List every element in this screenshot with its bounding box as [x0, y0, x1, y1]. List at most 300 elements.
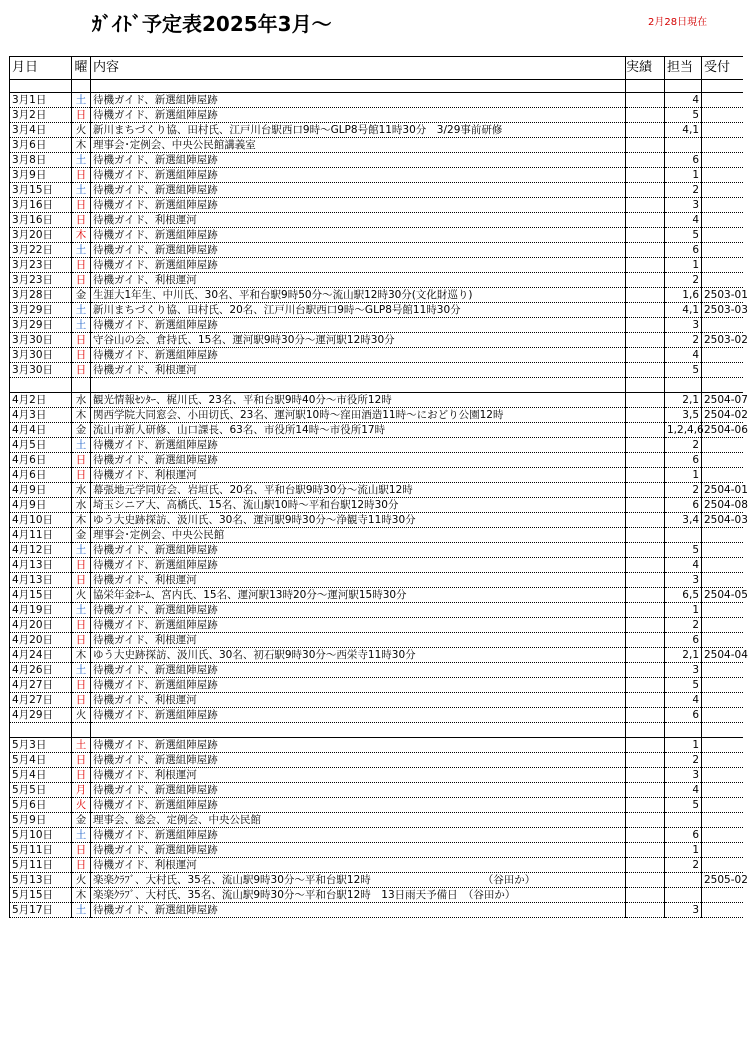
col-header-dow: 曜 [72, 57, 91, 80]
received-cell [702, 738, 743, 753]
staff-cell: 5 [665, 678, 702, 693]
content-text: 協栄年金ﾎｰﾑ、宮内氏、15名、運河駅13時20分～運河駅15時30分 [93, 589, 407, 601]
received-cell [702, 543, 743, 558]
content-cell [91, 753, 626, 768]
record-cell [626, 528, 665, 543]
staff-cell: 5 [665, 798, 702, 813]
date-cell: 4月2日 [10, 393, 72, 408]
received-cell [702, 213, 743, 228]
content-cell [91, 573, 626, 588]
content-text: ゆう大史跡探訪、汲川氏、30名、初石駅9時30分～西栄寺11時30分 [93, 649, 416, 661]
content-cell [91, 603, 626, 618]
table-row [10, 213, 743, 228]
record-cell [626, 588, 665, 603]
record-cell [626, 828, 665, 843]
date-cell: 3月20日 [10, 228, 72, 243]
received-cell [702, 858, 743, 873]
received-cell [702, 798, 743, 813]
weekday-cell: 木 [72, 408, 91, 423]
record-cell [626, 258, 665, 273]
content-cell [91, 648, 626, 663]
received-cell [702, 93, 743, 108]
record-cell [626, 183, 665, 198]
received-cell [702, 693, 743, 708]
received-cell [702, 108, 743, 123]
table-row [10, 198, 743, 213]
staff-cell: 2,1 [665, 648, 702, 663]
record-cell [626, 543, 665, 558]
record-cell [626, 903, 665, 918]
spacer-cell [10, 80, 72, 93]
content-text: 待機ガイド、新選組陣屋跡 [93, 619, 218, 631]
staff-cell [665, 888, 702, 903]
content-cell [91, 588, 626, 603]
table-row [10, 348, 743, 363]
content-cell [91, 318, 626, 333]
table-row [10, 573, 743, 588]
content-cell [91, 873, 626, 888]
record-cell [626, 228, 665, 243]
weekday-cell: 日 [72, 198, 91, 213]
staff-cell: 2 [665, 618, 702, 633]
content-text: 待機ガイド、新選組陣屋跡 [93, 664, 218, 676]
staff-cell: 3 [665, 903, 702, 918]
content-text: 理事会、総会、定例会、中央公民館 [93, 814, 261, 826]
table-row [10, 318, 743, 333]
content-text: 待機ガイド、利根運河 [93, 274, 197, 286]
page-title: ｶﾞｲﾄﾞ予定表2025年3月～ [92, 12, 332, 36]
weekday-cell: 日 [72, 453, 91, 468]
spacer-cell [10, 723, 72, 738]
content-cell [91, 198, 626, 213]
content-text: 待機ガイド、新選組陣屋跡 [93, 754, 218, 766]
record-cell [626, 843, 665, 858]
date-cell: 4月27日 [10, 678, 72, 693]
spacer-cell [626, 723, 665, 738]
content-cell [91, 348, 626, 363]
weekday-cell: 水 [72, 483, 91, 498]
content-cell [91, 153, 626, 168]
weekday-cell: 金 [72, 528, 91, 543]
table-row [10, 888, 743, 903]
staff-cell: 1 [665, 843, 702, 858]
table-row [10, 738, 743, 753]
content-text: 待機ガイド、新選組陣屋跡 [93, 604, 218, 616]
date-cell: 3月28日 [10, 288, 72, 303]
received-cell [702, 888, 743, 903]
received-cell [702, 468, 743, 483]
record-cell [626, 798, 665, 813]
weekday-cell: 土 [72, 183, 91, 198]
record-cell [626, 273, 665, 288]
content-cell [91, 258, 626, 273]
staff-cell: 3,4 [665, 513, 702, 528]
table-row [10, 798, 743, 813]
table-row [10, 843, 743, 858]
weekday-cell: 木 [72, 513, 91, 528]
date-cell: 5月13日 [10, 873, 72, 888]
record-cell [626, 348, 665, 363]
date-cell: 4月11日 [10, 528, 72, 543]
staff-cell: 2,1 [665, 393, 702, 408]
table-row [10, 678, 743, 693]
record-cell [626, 168, 665, 183]
record-cell [626, 663, 665, 678]
received-cell [702, 618, 743, 633]
weekday-cell: 土 [72, 318, 91, 333]
col-header-content: 内容 [91, 57, 626, 80]
spacer-cell [702, 723, 743, 738]
content-text: 守谷山の会、倉持氏、15名、運河駅9時30分～運河駅12時30分 [93, 334, 395, 346]
weekday-cell: 土 [72, 438, 91, 453]
spacer-cell [665, 378, 702, 393]
weekday-cell: 日 [72, 363, 91, 378]
date-cell: 4月26日 [10, 663, 72, 678]
date-cell: 5月15日 [10, 888, 72, 903]
staff-cell: 6 [665, 243, 702, 258]
content-text: 待機ガイド、新選組陣屋跡 [93, 844, 218, 856]
table-row [10, 183, 743, 198]
weekday-cell: 日 [72, 618, 91, 633]
staff-cell: 4 [665, 348, 702, 363]
spacer-row [10, 80, 743, 93]
content-cell [91, 273, 626, 288]
date-cell: 3月1日 [10, 93, 72, 108]
staff-cell: 1 [665, 258, 702, 273]
content-cell [91, 558, 626, 573]
content-text: 待機ガイド、新選組陣屋跡 [93, 784, 218, 796]
content-text: 待機ガイド、新選組陣屋跡 [93, 679, 218, 691]
weekday-cell: 日 [72, 213, 91, 228]
content-cell [91, 213, 626, 228]
staff-cell: 5 [665, 543, 702, 558]
content-cell [91, 228, 626, 243]
staff-cell: 6 [665, 633, 702, 648]
staff-cell [665, 813, 702, 828]
received-cell [702, 528, 743, 543]
weekday-cell: 水 [72, 498, 91, 513]
weekday-cell: 日 [72, 678, 91, 693]
date-cell: 4月24日 [10, 648, 72, 663]
weekday-cell: 金 [72, 813, 91, 828]
content-cell [91, 498, 626, 513]
date-cell: 4月19日 [10, 603, 72, 618]
received-cell: 2503-03 [702, 303, 743, 318]
schedule-body [10, 57, 748, 918]
table-row [10, 273, 743, 288]
record-cell [626, 483, 665, 498]
staff-cell: 6 [665, 453, 702, 468]
content-cell [91, 423, 626, 438]
received-cell: 2504-08 [702, 498, 743, 513]
received-cell [702, 348, 743, 363]
content-text: 理事会･定例会、中央公民館 [93, 529, 225, 541]
staff-cell: 1 [665, 603, 702, 618]
content-cell [91, 738, 626, 753]
received-cell [702, 813, 743, 828]
weekday-cell: 日 [72, 468, 91, 483]
content-cell [91, 618, 626, 633]
record-cell [626, 333, 665, 348]
table-row [10, 153, 743, 168]
table-row [10, 903, 743, 918]
content-text: 待機ガイド、新選組陣屋跡 [93, 904, 218, 916]
record-cell [626, 813, 665, 828]
date-cell: 4月6日 [10, 453, 72, 468]
content-cell [91, 513, 626, 528]
staff-cell: 1 [665, 168, 702, 183]
record-cell [626, 138, 665, 153]
record-cell [626, 153, 665, 168]
date-cell: 5月4日 [10, 768, 72, 783]
weekday-cell: 土 [72, 903, 91, 918]
col-header-record: 実績 [626, 57, 665, 80]
weekday-cell: 土 [72, 663, 91, 678]
received-cell: 2504-04 [702, 648, 743, 663]
weekday-cell: 金 [72, 423, 91, 438]
content-cell [91, 438, 626, 453]
content-cell [91, 828, 626, 843]
record-cell [626, 513, 665, 528]
weekday-cell: 火 [72, 123, 91, 138]
staff-cell: 3 [665, 768, 702, 783]
record-cell [626, 618, 665, 633]
staff-cell: 6 [665, 153, 702, 168]
date-cell: 5月3日 [10, 738, 72, 753]
table-row [10, 858, 743, 873]
content-text: 楽楽ｸﾗﾌﾞ、大村氏、35名、流山駅9時30分～平和台駅12時 13日雨天予備日 （谷田か） [93, 889, 516, 901]
table-row [10, 258, 743, 273]
record-cell [626, 708, 665, 723]
spacer-cell [10, 378, 72, 393]
weekday-cell: 木 [72, 888, 91, 903]
date-cell: 5月17日 [10, 903, 72, 918]
content-cell [91, 108, 626, 123]
content-cell [91, 543, 626, 558]
content-cell [91, 243, 626, 258]
weekday-cell: 土 [72, 543, 91, 558]
content-cell [91, 453, 626, 468]
date-cell: 3月6日 [10, 138, 72, 153]
content-text: 待機ガイド、利根運河 [93, 574, 197, 586]
content-text: 待機ガイド、新選組陣屋跡 [93, 829, 218, 841]
content-text: 新川まちづくり協、田村氏、江戸川台駅西口9時～GLP8号館11時30分 3/29事前研修 [93, 124, 503, 136]
staff-cell: 6,5 [665, 588, 702, 603]
content-text: 新川まちづくり協、田村氏、20名、江戸川台駅西口9時～GLP8号館11時30分 [93, 304, 461, 316]
staff-cell: 2 [665, 483, 702, 498]
weekday-cell: 土 [72, 243, 91, 258]
staff-cell: 2 [665, 753, 702, 768]
received-cell [702, 573, 743, 588]
table-row [10, 498, 743, 513]
schedule-table [9, 56, 748, 918]
spacer-cell [91, 80, 626, 93]
date-cell: 4月9日 [10, 498, 72, 513]
table-row [10, 783, 743, 798]
received-cell [702, 633, 743, 648]
weekday-cell: 土 [72, 738, 91, 753]
date-cell: 3月9日 [10, 168, 72, 183]
date-cell: 3月23日 [10, 258, 72, 273]
record-cell [626, 693, 665, 708]
record-cell [626, 453, 665, 468]
staff-cell: 4,1 [665, 123, 702, 138]
spacer-cell [665, 80, 702, 93]
staff-cell: 1 [665, 468, 702, 483]
weekday-cell: 日 [72, 633, 91, 648]
staff-cell: 3 [665, 663, 702, 678]
content-text: 待機ガイド、利根運河 [93, 769, 197, 781]
content-cell [91, 663, 626, 678]
content-text: 待機ガイド、新選組陣屋跡 [93, 799, 218, 811]
record-cell [626, 873, 665, 888]
staff-cell: 2 [665, 183, 702, 198]
col-header-received: 受付 [702, 57, 743, 80]
table-row [10, 828, 743, 843]
staff-cell: 1 [665, 738, 702, 753]
spacer-cell [702, 378, 743, 393]
table-row [10, 603, 743, 618]
table-row [10, 693, 743, 708]
as-of-date: 2月28日現在 [648, 17, 708, 28]
weekday-cell: 木 [72, 138, 91, 153]
weekday-cell: 日 [72, 273, 91, 288]
content-cell [91, 123, 626, 138]
content-cell [91, 678, 626, 693]
content-text: 待機ガイド、新選組陣屋跡 [93, 739, 218, 751]
received-cell [702, 318, 743, 333]
content-cell [91, 408, 626, 423]
table-row [10, 618, 743, 633]
weekday-cell: 木 [72, 228, 91, 243]
received-cell [702, 273, 743, 288]
received-cell [702, 768, 743, 783]
table-row [10, 393, 743, 408]
staff-cell: 4 [665, 693, 702, 708]
date-cell: 4月13日 [10, 573, 72, 588]
received-cell: 2503-02 [702, 333, 743, 348]
received-cell [702, 153, 743, 168]
content-text: 待機ガイド、新選組陣屋跡 [93, 169, 218, 181]
date-cell: 3月22日 [10, 243, 72, 258]
received-cell: 2504-01 [702, 483, 743, 498]
staff-cell: 2 [665, 333, 702, 348]
record-cell [626, 888, 665, 903]
table-row [10, 528, 743, 543]
content-cell [91, 363, 626, 378]
received-cell [702, 183, 743, 198]
table-row [10, 138, 743, 153]
table-row [10, 453, 743, 468]
received-cell [702, 828, 743, 843]
content-cell [91, 768, 626, 783]
table-row [10, 363, 743, 378]
content-cell [91, 138, 626, 153]
month-separator-row [10, 378, 743, 393]
record-cell [626, 498, 665, 513]
weekday-cell: 日 [72, 843, 91, 858]
spacer-cell [91, 378, 626, 393]
content-cell [91, 783, 626, 798]
weekday-cell: 火 [72, 798, 91, 813]
date-cell: 4月29日 [10, 708, 72, 723]
table-row [10, 423, 743, 438]
date-cell: 3月16日 [10, 198, 72, 213]
weekday-cell: 日 [72, 348, 91, 363]
weekday-cell: 日 [72, 693, 91, 708]
content-cell [91, 93, 626, 108]
record-cell [626, 288, 665, 303]
weekday-cell: 土 [72, 153, 91, 168]
record-cell [626, 108, 665, 123]
table-row [10, 333, 743, 348]
content-cell [91, 858, 626, 873]
content-text: 待機ガイド、新選組陣屋跡 [93, 244, 218, 256]
content-text: 待機ガイド、新選組陣屋跡 [93, 199, 218, 211]
staff-cell: 6 [665, 828, 702, 843]
table-row [10, 468, 743, 483]
date-cell: 4月27日 [10, 693, 72, 708]
record-cell [626, 318, 665, 333]
weekday-cell: 日 [72, 108, 91, 123]
weekday-cell: 日 [72, 558, 91, 573]
spacer-cell [72, 378, 91, 393]
content-cell [91, 633, 626, 648]
received-cell: 2504-06 [702, 423, 743, 438]
received-cell [702, 453, 743, 468]
record-cell [626, 558, 665, 573]
received-cell: 2504-02 [702, 408, 743, 423]
staff-cell: 5 [665, 363, 702, 378]
date-cell: 5月5日 [10, 783, 72, 798]
record-cell [626, 303, 665, 318]
weekday-cell: 月 [72, 783, 91, 798]
weekday-cell: 火 [72, 588, 91, 603]
spacer-cell [626, 80, 665, 93]
staff-cell: 2 [665, 438, 702, 453]
table-row [10, 708, 743, 723]
received-cell [702, 363, 743, 378]
content-text: 待機ガイド、新選組陣屋跡 [93, 229, 218, 241]
weekday-cell: 土 [72, 303, 91, 318]
record-cell [626, 408, 665, 423]
date-cell: 3月4日 [10, 123, 72, 138]
received-cell [702, 708, 743, 723]
content-text: 待機ガイド、新選組陣屋跡 [93, 439, 218, 451]
staff-cell: 4 [665, 93, 702, 108]
content-cell [91, 183, 626, 198]
received-cell: 2503-01 [702, 288, 743, 303]
content-cell [91, 708, 626, 723]
record-cell [626, 753, 665, 768]
content-cell [91, 468, 626, 483]
table-row [10, 588, 743, 603]
table-row [10, 123, 743, 138]
content-cell [91, 798, 626, 813]
received-cell [702, 663, 743, 678]
received-cell [702, 903, 743, 918]
received-cell [702, 258, 743, 273]
date-cell: 5月9日 [10, 813, 72, 828]
date-cell: 4月10日 [10, 513, 72, 528]
content-cell [91, 528, 626, 543]
staff-cell: 2 [665, 273, 702, 288]
col-header-staff: 担当 [665, 57, 702, 80]
record-cell [626, 633, 665, 648]
record-cell [626, 573, 665, 588]
staff-cell: 1,2,4,6 [665, 423, 702, 438]
weekday-cell: 日 [72, 858, 91, 873]
